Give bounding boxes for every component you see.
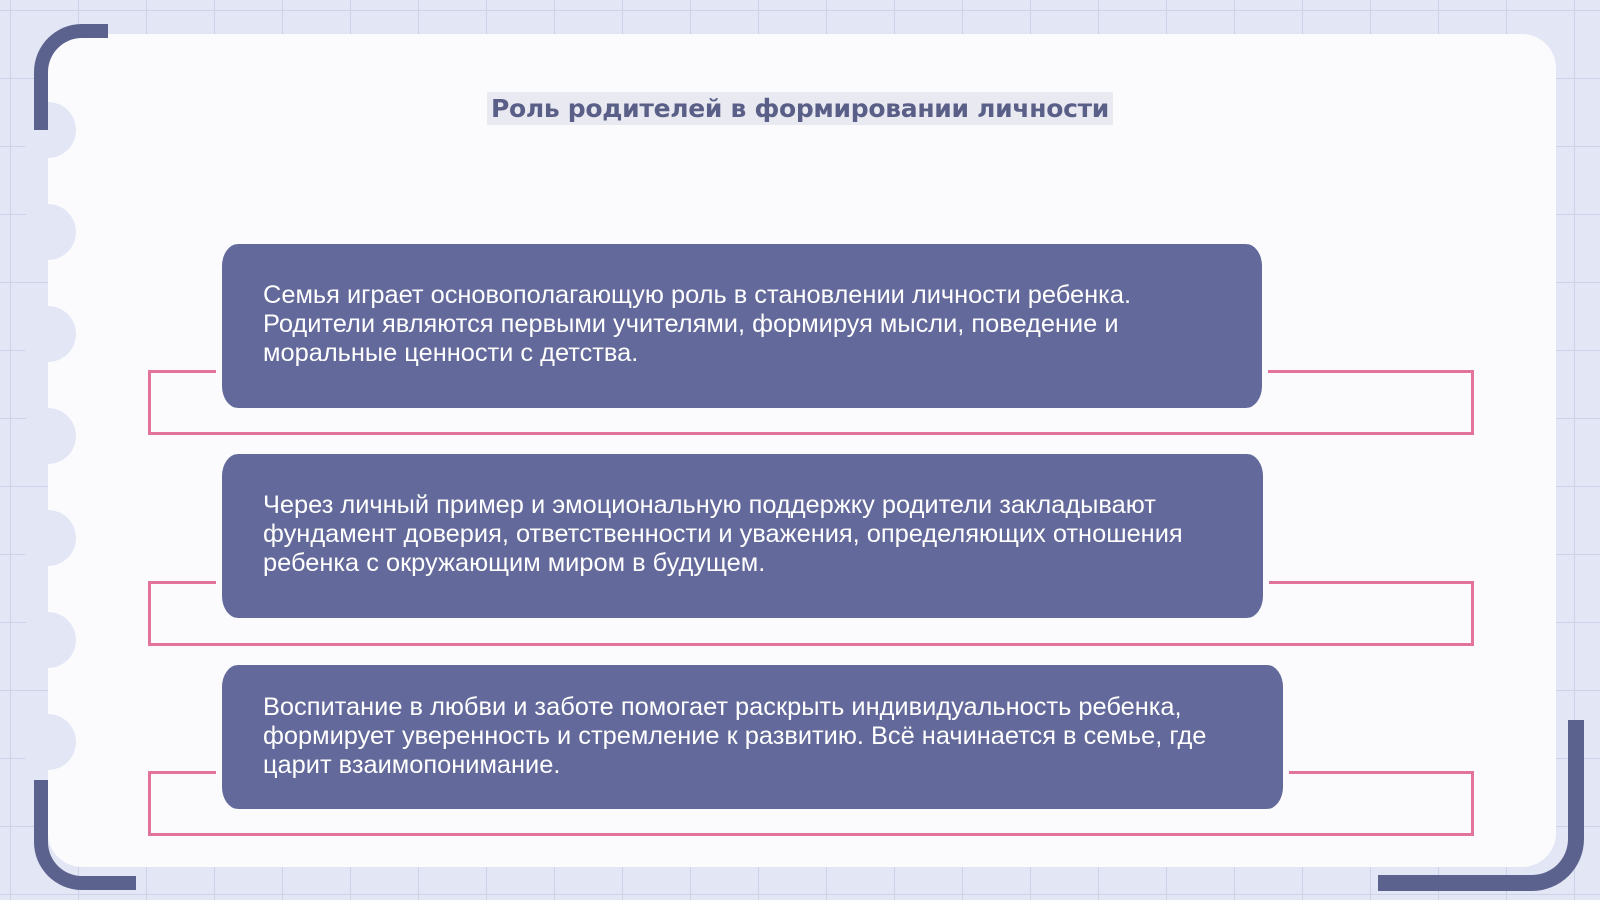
sheet-edge-notch bbox=[20, 204, 76, 260]
slide-title: Роль родителей в формировании личности bbox=[487, 92, 1113, 125]
info-card bbox=[216, 665, 1289, 809]
info-card bbox=[216, 244, 1268, 408]
sheet-edge-notch bbox=[20, 714, 76, 770]
info-card-text: Воспитание в любви и заботе помогает раскрыть индивидуальность ребенка, формирует уверенность и стремление к развитию. Всё начинается в семье, где царит взаимопонимание. bbox=[263, 693, 1207, 779]
title-container bbox=[0, 92, 1600, 125]
info-card-text: Семья играет основополагающую роль в становлении личности ребенка. Родители являются первыми учителями, формируя мысли, поведение и моральные ценности с детства. bbox=[263, 281, 1132, 367]
sheet-edge-notch bbox=[20, 510, 76, 566]
corner-bracket-bottom-left bbox=[34, 780, 136, 890]
info-card-text: Через личный пример и эмоциональную поддержку родители закладывают фундамент доверия, ответственности и уважения, определяющих отношения ребенка с окружающим миром в будущем. bbox=[263, 491, 1183, 577]
sheet-edge-notch bbox=[20, 612, 76, 668]
sheet-edge-notch bbox=[20, 408, 76, 464]
sheet-edge-notch bbox=[20, 306, 76, 362]
info-card bbox=[216, 454, 1269, 618]
